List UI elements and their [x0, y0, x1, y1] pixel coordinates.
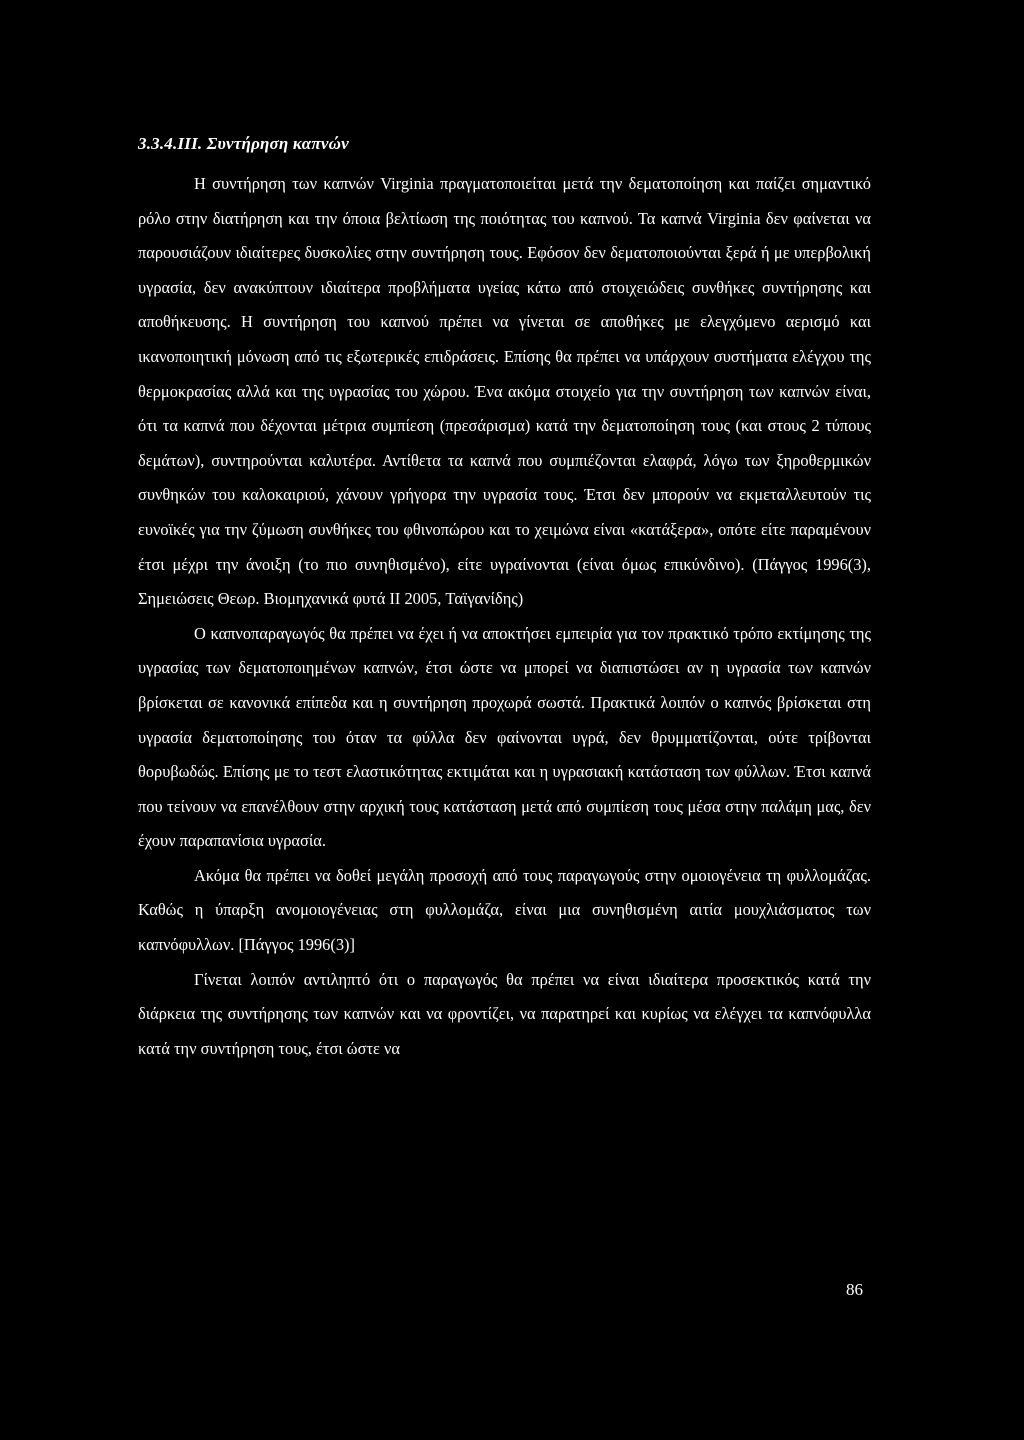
page-number: 86 — [846, 1280, 863, 1299]
paragraph: Ακόμα θα πρέπει να δοθεί μεγάλη προσοχή από τους παραγωγούς στην ομοιογένεια τη φυλλομάζας. Καθώς η ύπαρξη ανομοιογένειας στη φυλλομάζα, είναι μια συνηθισμένη αιτία μουχλιάσματος των καπνόφυλλων. [Πάγγος 1996(3)] — [138, 865, 871, 955]
paragraph: Γίνεται λοιπόν αντιληπτό ότι ο παραγωγός θα πρέπει να είναι ιδιαίτερα προσεκτικός κατά την διάρκεια της συντήρησης των καπνών και να φροντίζει, να παρατηρεί και κυρίως να ελέγχει τα καπνόφυλλα κατά την συντήρηση τους, έτσι ώστε να — [138, 969, 871, 1058]
section-heading: 3.3.4.ΙΙΙ. Συντήρηση καπνών — [138, 134, 349, 153]
body-text — [138, 167, 871, 1066]
paragraph: Η συντήρηση των καπνών Virginia πραγματοποιείται μετά την δεματοποίηση και παίζει σημαντικό ρόλο στην διατήρηση και την όποια βελτίωση της ποιότητας του καπνού. Τα καπνά Virginia δεν φαίνεται να παρουσιάζουν ιδιαίτερες δυσκολίες στην συντήρηση τους. Εφόσον δεν δεματοποιούνται ξερά ή με υπερβολική υγρασία, δεν ανακύπτουν ιδιαίτερα προβλήματα υγείας κάτω από στοιχειώδεις συνθήκες συντήρησης και αποθήκευσης. Η συντήρηση του καπνού πρέπει να γίνεται σε αποθήκες με ελεγχόμενο αερισμό και ικανοποιητική μόνωση από τις εξωτερικές επιδράσεις. Επίσης θα πρέπει να υπάρχουν συστήματα ελέγχου της θερμοκρασίας αλλά και της υγρασίας του χώρου. Ένα ακόμα στοιχείο για την συντήρηση των καπνών είναι, ότι τα καπνά που δέχονται μέτρια συμπίεση (πρεσάρισμα) κατά την δεματοποίηση τους (και στους 2 τύπους δεμάτων), συντηρούνται καλυτέρα. Αντίθετα τα καπνά που συμπιέζονται ελαφρά, λόγω των ξηροθερμικών συνθηκών του καλοκαιριού, χάνουν γρήγορα την υγρασία τους. Έτσι δεν μπορούν να εκμεταλλευτούν τις ευνοϊκές για την ζύμωση συνθήκες του φθινοπώρου και το χειμώνα είναι «κατάξερα», οπότε είτε παραμένουν έτσι μέχρι την άνοιξη (το πιο συνηθισμένο), είτε υγραίνονται (είναι όμως επικύνδινο). (Πάγγος 1996(3), Σημειώσεις Θεωρ. Βιομηχανικά φυτά II 2005, Ταϊγανίδης) — [138, 174, 871, 609]
paragraph: Ο καπνοπαραγωγός θα πρέπει να έχει ή να αποκτήσει εμπειρία για τον πρακτικό τρόπο εκτίμησης της υγρασίας των δεματοποιημένων καπνών, έτσι ώστε να μπορεί να διαπιστώσει αν η υγρασία των καπνών βρίσκεται σε κανονικά επίπεδα και η συντήρηση προχωρά σωστά. Πρακτικά λοιπόν ο καπνός βρίσκεται στη υγρασία δεματοποίησης του όταν τα φύλλα δεν φαίνονται υγρά, δεν θρυμματίζονται, ούτε τρίβονται θορυβωδώς. Επίσης με το τεστ ελαστικότητας εκτιμάται και η υγρασιακή κατάσταση των φύλλων. Έτσι καπνά που τείνουν να επανέλθουν στην αρχική τους κατάσταση μετά από συμπίεση τους μέσα στην παλάμη μας, δεν έχουν παραπανίσια υγρασία. — [138, 623, 871, 851]
